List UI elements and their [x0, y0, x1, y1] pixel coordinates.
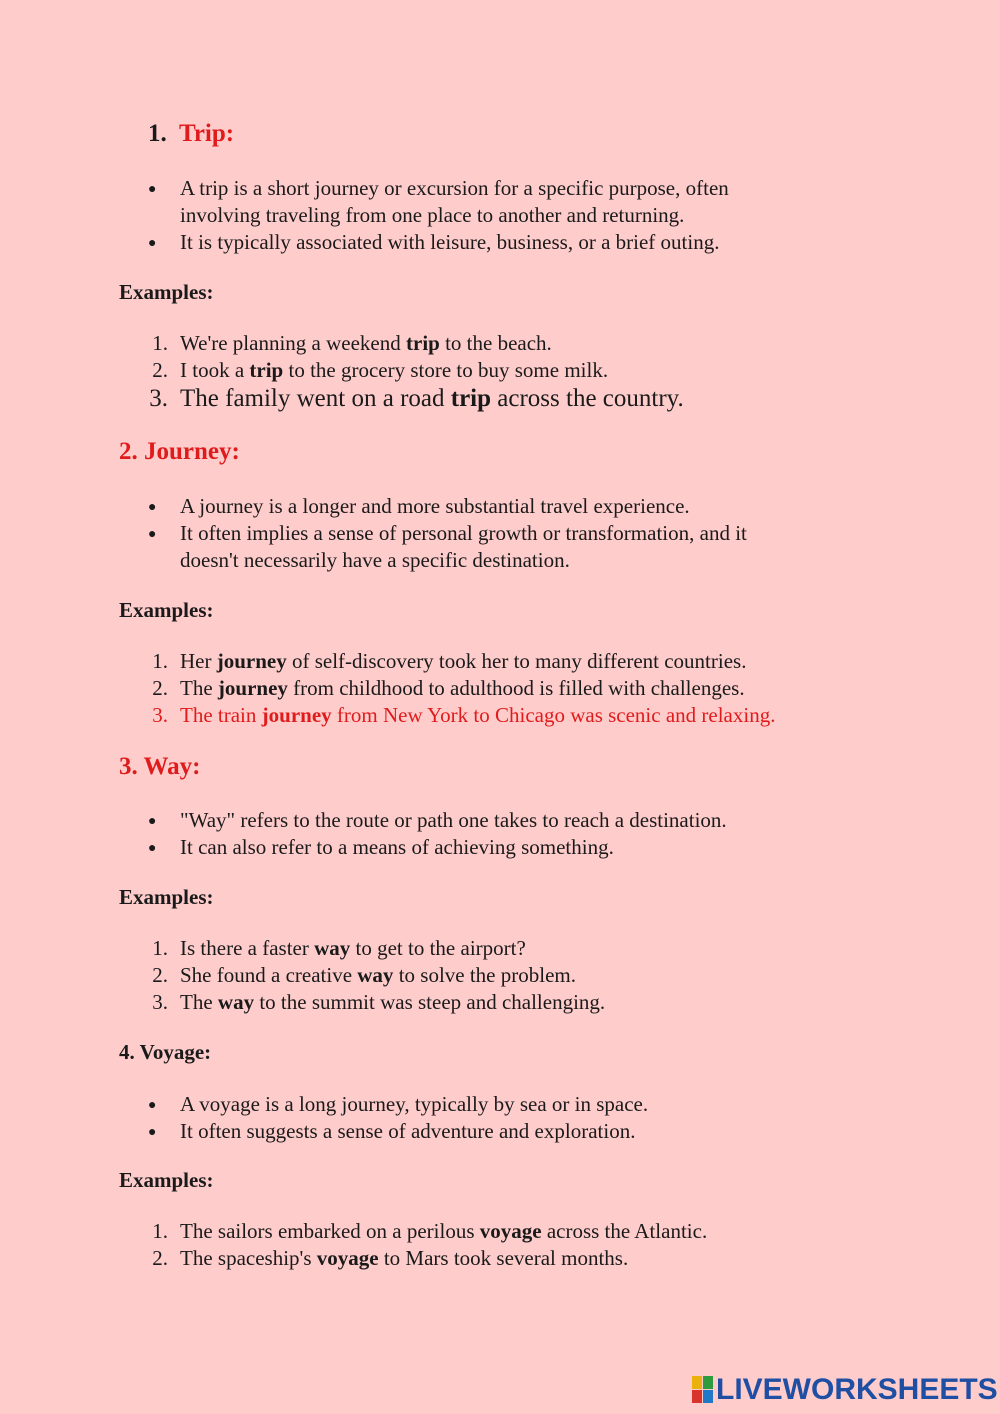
bullet-icon: ●	[148, 814, 157, 829]
section-3-bullet-2: It can also refer to a means of achieving something.	[180, 835, 614, 859]
section-4-bullet-2: It often suggests a sense of adventure and exploration.	[180, 1119, 636, 1143]
section-4-bullet-1: A voyage is a long journey, typically by sea or in space.	[180, 1092, 649, 1116]
section-1-bullet-1: A trip is a short journey or excursion for a specific purpose, often	[180, 176, 729, 200]
bullet-icon: ●	[148, 500, 157, 515]
section-1-number: 1.	[148, 120, 167, 147]
section-3-bullet-1: "Way" refers to the route or path one takes to reach a destination.	[180, 808, 727, 832]
liveworksheets-logo-icon	[692, 1376, 714, 1404]
bullet-icon: ●	[148, 182, 157, 197]
section-3-examples-label: Examples:	[119, 885, 214, 909]
liveworksheets-logo-text: LIVEWORKSHEETS	[716, 1373, 998, 1406]
bullet-icon: ●	[148, 1125, 157, 1140]
section-1-bullet-1-cont: involving traveling from one place to another and returning.	[180, 203, 685, 227]
section-2-bullet-1: A journey is a longer and more substantial travel experience.	[180, 494, 690, 518]
section-2-examples-label: Examples:	[119, 598, 214, 622]
section-4-title: 4. Voyage:	[119, 1040, 212, 1064]
bullet-icon: ●	[148, 236, 157, 251]
section-2-bullet-2-cont: doesn't necessarily have a specific destination.	[180, 548, 570, 572]
section-3-title: 3. Way:	[119, 753, 201, 780]
liveworksheets-logo[interactable]	[692, 1372, 998, 1408]
section-2-title: 2. Journey:	[119, 438, 240, 465]
bullet-icon: ●	[148, 527, 157, 542]
bullet-icon: ●	[148, 841, 157, 856]
section-1-bullet-2: It is typically associated with leisure, business, or a brief outing.	[180, 230, 720, 254]
section-1-heading	[148, 120, 234, 148]
bullet-icon: ●	[148, 1098, 157, 1113]
worksheet-page: 1. Trip: ● A trip is a short journey or excursion for a specific purpose, often involving traveling from one place to another and returning. ● It is typically associated with leisure, business, or a brief outing. Examples: 1. We're planning a weekend trip to the beach. 2. I took a trip to the grocery store to buy some milk. 3. The family went on a road trip across the country. 2. Journey: ● A journey is a longer and more substantial travel experience. ● It often implies a sense of personal growth or transformation, and it doesn't necessarily have a specific destination. Examples: 1. Her journey of self-discovery took her to many different countries. 2. The journey from childhood to adulthood is filled with challenges. 3. The train journey from New York to Chicago was scenic and relaxing. 3. Way: ● "Way" refers to the route or path one takes to reach a destination. ● It can also refer to a means of achieving something. Examples: 1. Is there a faster way to get to the airport? 2. She found a creative way to solve the problem. 3. The way to the summit was steep and challenging. 4. Voyage: ● A voyage is a long journey, typically by sea or in space. ● It often suggests a sense of adventure and exploration. Examples: 1. The sailors embarked on a perilous voyage across the Atlantic. 2. The spaceship's voyage to Mars took several months. LIVEWORKSHEETS	[119, 120, 998, 1406]
section-4-examples-label: Examples:	[119, 1168, 214, 1192]
section-1-examples-label: Examples:	[119, 280, 214, 304]
section-2-bullet-2: It often implies a sense of personal growth or transformation, and it	[180, 521, 747, 545]
section-1-title: Trip:	[179, 120, 235, 147]
